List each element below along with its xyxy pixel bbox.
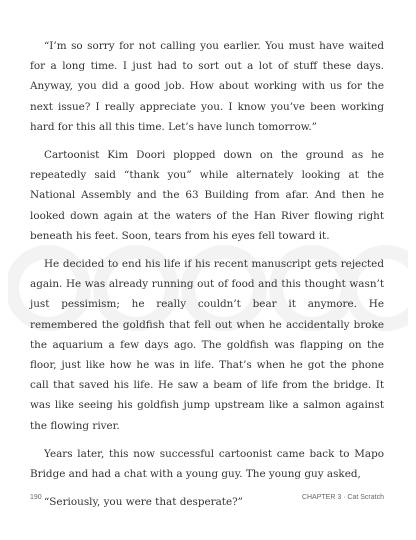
body-text xyxy=(30,36,384,520)
paragraph-5: “Seriously, you were that desperate?” xyxy=(44,496,243,509)
paragraph-3: He decided to end his life if his recent manuscript gets rejected again. He was already running out of food and this thought wasn’t just pessimism; he really couldn’t bear it anymore. He remembered the goldfish that fell out when he accidentally broke the aquarium a few days ago. The goldfish was flapping on the floor, just like how he was in life. That’s when he got the phone call that saved his life. He saw a beam of life from the bridge. It was like seeing his goldfish jump upstream like a salmon against the flowing river. xyxy=(30,258,384,432)
paragraph-4: Years later, this now successful cartoonist came back to Mapo Bridge and had a chat with a young guy. The young guy asked, xyxy=(30,447,384,481)
running-header-chapter: CHAPTER 3 · Cat Scratch xyxy=(301,494,384,501)
page-number: 190 xyxy=(30,494,42,501)
paragraph-2: Cartoonist Kim Doori plopped down on the ground as he repeatedly said “thank you” while alternately looking at the National Assembly and the 63 Building from afar. And then he looked down again at the waters of the Han River flowing right beneath his feet. Soon, tears from his eyes fell toward it. xyxy=(30,149,384,242)
paragraph-1: “I’m so sorry for not calling you earlier. You must have waited for a long time. I just had to sort out a lot of stuff these days. Anyway, you did a good job. How about working with us for the next issue? I really appreciate you. I know you’ve been working hard for this all this time. Let’s have lunch tomorrow.” xyxy=(30,40,384,133)
page-footer xyxy=(30,494,384,501)
